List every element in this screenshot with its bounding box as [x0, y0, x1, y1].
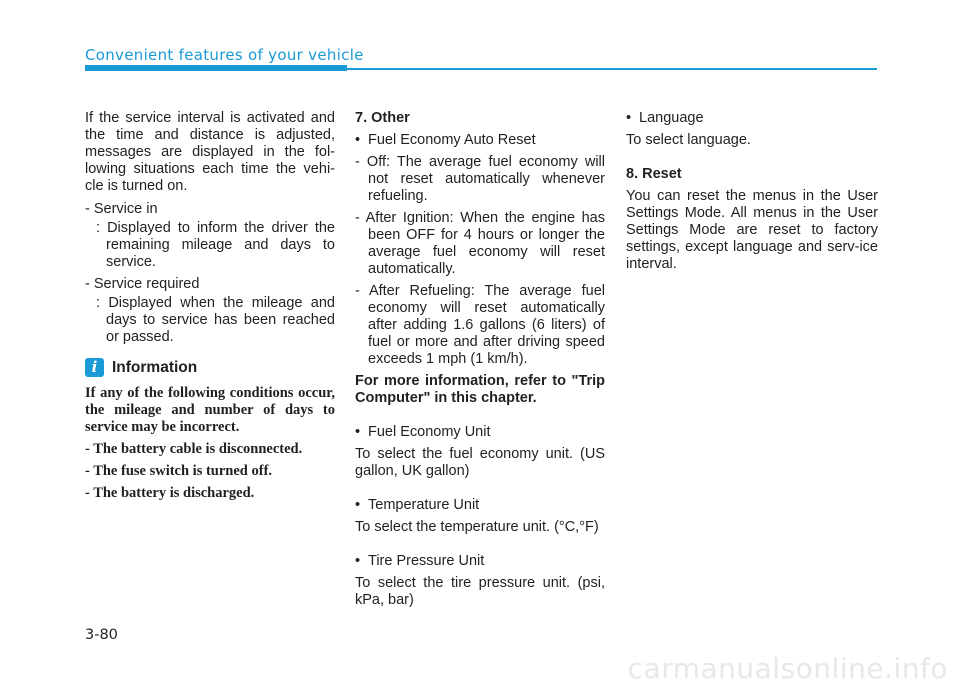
information-item: - The fuse switch is turned off.	[85, 463, 273, 479]
information-item: - The battery is discharged.	[85, 485, 255, 501]
information-item: - The battery cable is disconnected.	[85, 441, 303, 457]
fuel-economy-unit-description: To select the fuel economy unit. (US gallon, UK gallon)	[355, 446, 605, 479]
header-accent-bar	[85, 65, 347, 71]
info-icon: i	[85, 358, 104, 377]
information-title: Information	[112, 359, 198, 376]
column-middle	[355, 110, 605, 615]
reset-after-ignition-option: - After Ignition: When the engine has been OFF for 4 hours or longer the average fuel economy will reset automatically.	[355, 210, 605, 277]
section-title: Convenient features of your vehicle	[85, 46, 364, 64]
watermark: carmanualsonline.info	[627, 652, 948, 685]
fuel-economy-reset-item: • Fuel Economy Auto Reset	[355, 132, 605, 149]
reset-heading: 8. Reset	[626, 166, 682, 182]
header-rule	[347, 68, 877, 70]
information-body	[85, 385, 335, 502]
language-description: To select language.	[626, 132, 751, 148]
information-box	[85, 358, 335, 502]
reset-description: You can reset the menus in the User Settings Mode. All menus in the User Settings Mode are reset to factory settings, except language and serv-ice interval.	[626, 188, 878, 272]
column-left	[85, 110, 335, 507]
other-heading: 7. Other	[355, 110, 410, 126]
tire-pressure-unit-item: • Tire Pressure Unit	[355, 553, 605, 570]
service-in-label: - Service in	[85, 201, 158, 217]
information-text: If any of the following conditions occur, the mileage and number of days to service may be incorrect.	[85, 385, 335, 435]
intro-paragraph: If the service interval is activated and the time and distance is adjusted, messages are displayed in the fol-lowing situations each time the vehi-cle is turned on.	[85, 110, 335, 194]
temperature-unit-item: • Temperature Unit	[355, 497, 605, 514]
column-right	[626, 110, 878, 279]
service-required-label: - Service required	[85, 276, 200, 292]
reset-after-refueling-option: - After Refueling: The average fuel economy will reset automatically after adding 1.6 gallons (6 liters) of fuel or more and after driving speed exceeds 1 mph (1 km/h).	[355, 283, 605, 367]
page-number: 3-80	[85, 627, 118, 643]
temperature-unit-description: To select the temperature unit. (°C,°F)	[355, 519, 599, 535]
tire-pressure-unit-description: To select the tire pressure unit. (psi, kPa, bar)	[355, 575, 605, 608]
service-required-description: : Displayed when the mileage and days to service has been reached or passed.	[96, 295, 335, 345]
language-item: • Language	[626, 110, 878, 127]
service-in-description: : Displayed to inform the driver the remaining mileage and days to service.	[96, 220, 335, 270]
fuel-economy-unit-item: • Fuel Economy Unit	[355, 424, 605, 441]
reset-off-option: - Off: The average fuel economy will not reset automatically whenever refueling.	[355, 154, 605, 204]
reference-note: For more information, refer to "Trip Computer" in this chapter.	[355, 373, 605, 406]
information-header	[85, 358, 335, 377]
